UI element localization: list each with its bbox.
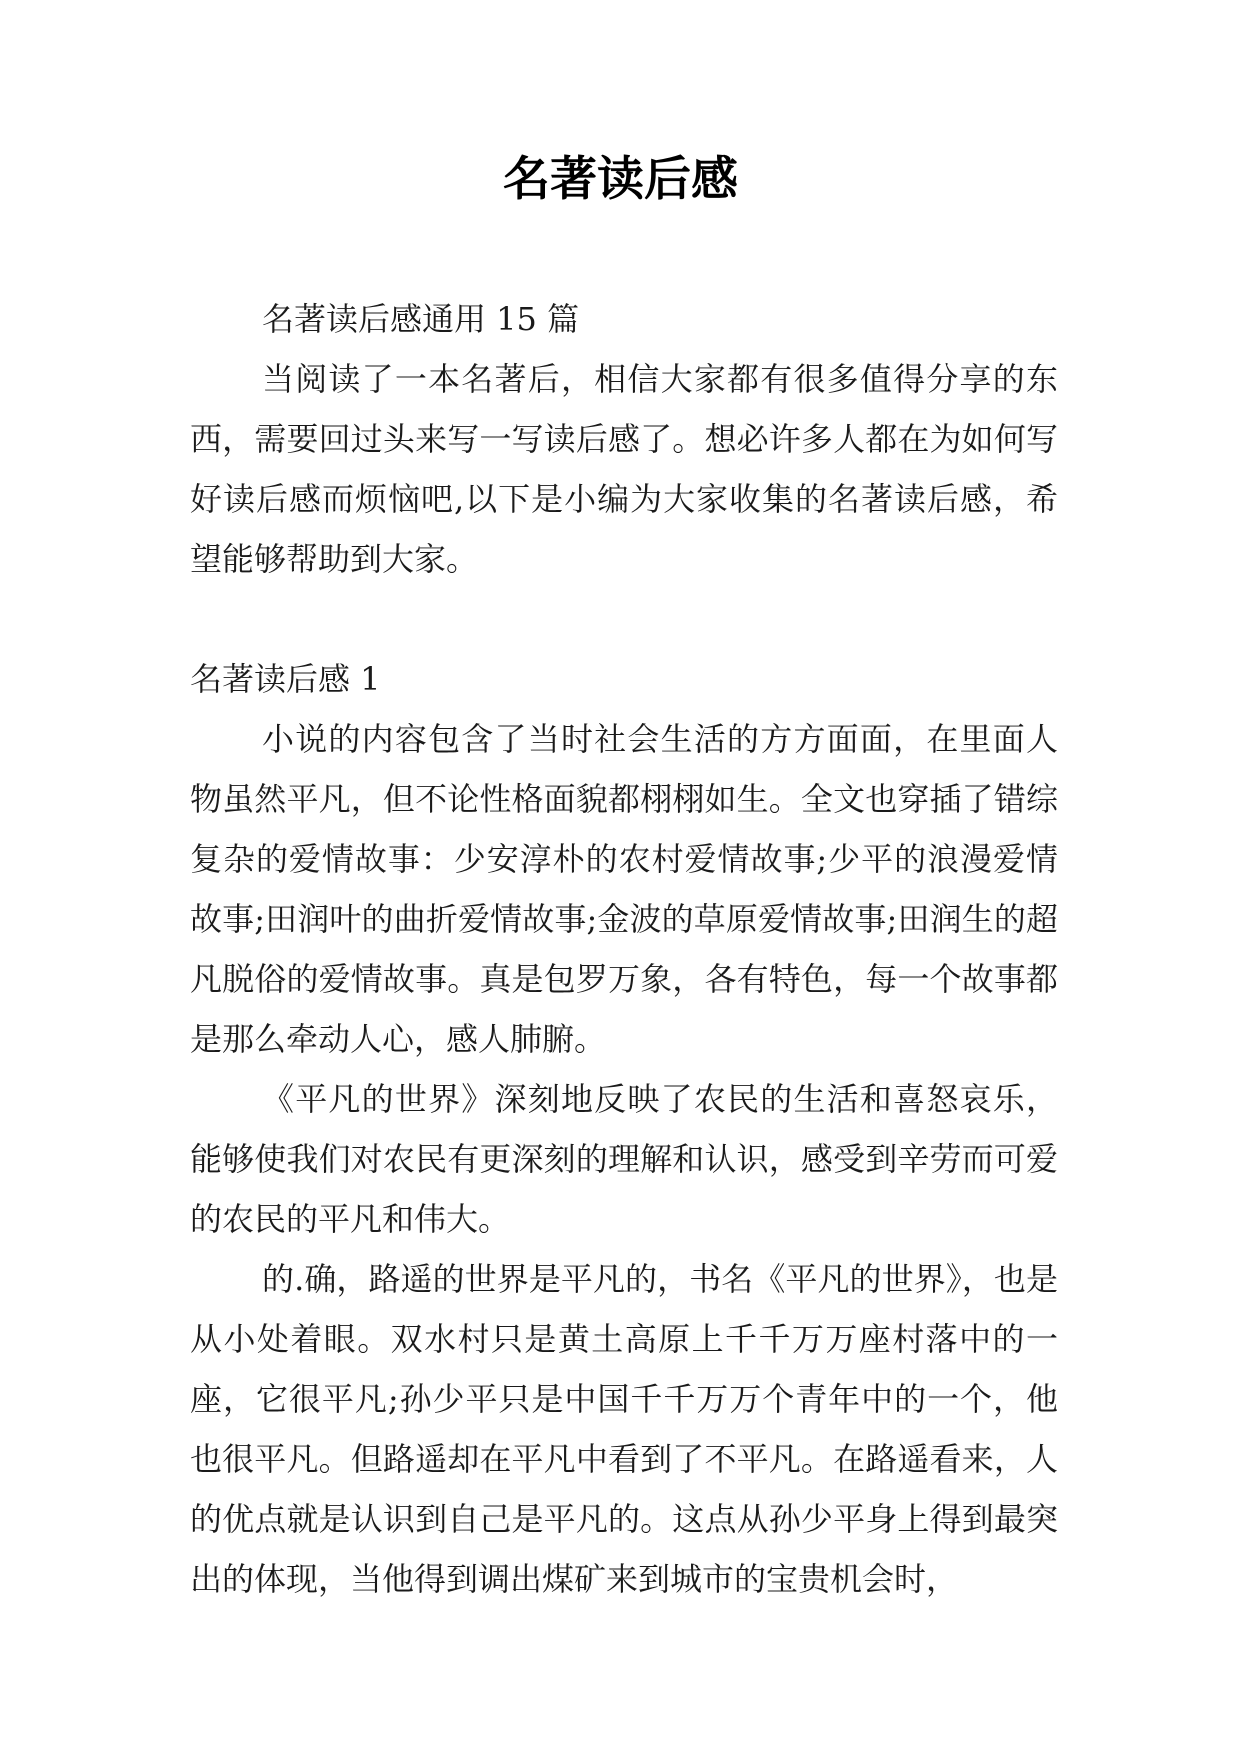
document-subtitle: 名著读后感通用 15 篇 xyxy=(262,300,580,338)
document-body xyxy=(190,289,1058,1609)
body-paragraph: 的.确，路遥的世界是平凡的，书名《平凡的世界》，也是从小处着眼。双水村只是黄土高原上千千万万座村落中的一座，它很平凡;孙少平只是中国千千万万个青年中的一个，他也很平凡。但路遥却在平凡中看到了不平凡。在路遥看来，人的优点就是认识到自己是平凡的。这点从孙少平身上得到最突出的体现，当他得到调出煤矿来到城市的宝贵机会时， xyxy=(190,1260,1058,1598)
body-paragraph: 《平凡的世界》深刻地反映了农民的生活和喜怒哀乐，能够使我们对农民有更深刻的理解和认识，感受到辛劳而可爱的农民的平凡和伟大。 xyxy=(190,1080,1058,1238)
section-spacer xyxy=(190,589,1058,649)
body-paragraph: 小说的内容包含了当时社会生活的方方面面，在里面人物虽然平凡，但不论性格面貌都栩栩如生。全文也穿插了错综复杂的爱情故事：少安淳朴的农村爱情故事;少平的浪漫爱情故事;田润叶的曲折爱情故事;金波的草原爱情故事;田润生的超凡脱俗的爱情故事。真是包罗万象，各有特色，每一个故事都是那么牵动人心，感人肺腑。 xyxy=(190,720,1058,1058)
section-heading: 名著读后感 1 xyxy=(190,660,381,698)
document-title: 名著读后感 xyxy=(503,152,738,207)
intro-paragraph: 当阅读了一本名著后，相信大家都有很多值得分享的东西，需要回过头来写一写读后感了。想必许多人都在为如何写好读后感而烦恼吧,以下是小编为大家收集的名著读后感，希望能够帮助到大家。 xyxy=(190,360,1058,578)
